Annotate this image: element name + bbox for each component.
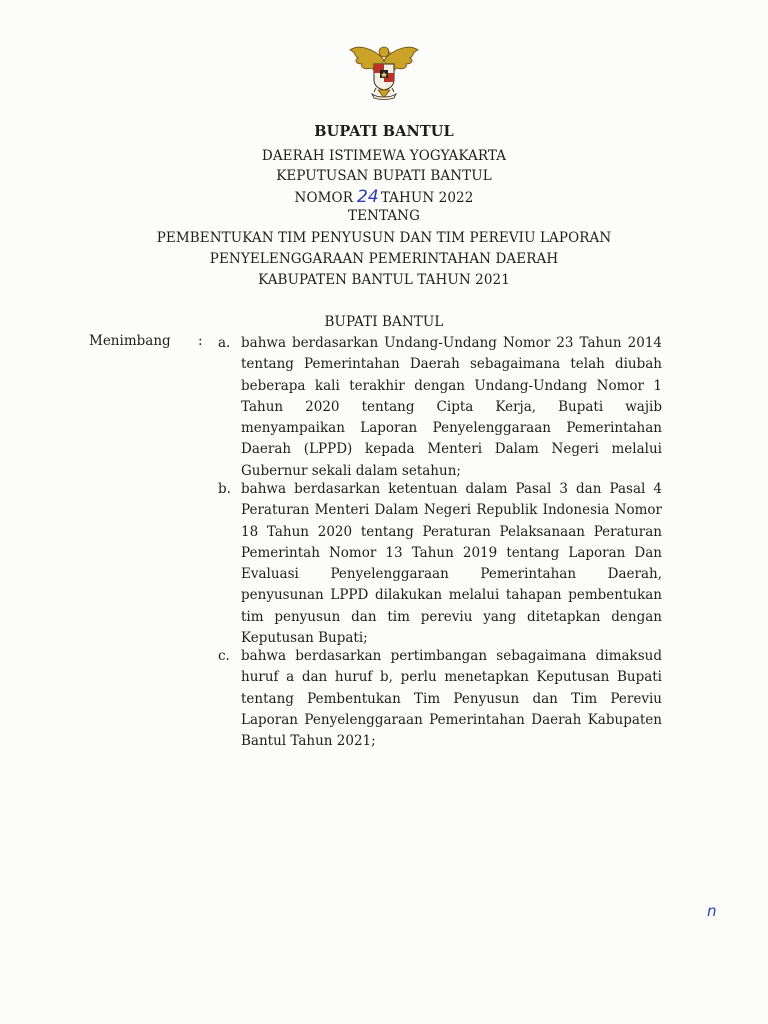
menimbang-colon: : <box>198 333 203 349</box>
decree-number-line <box>0 187 768 207</box>
subject-line-3: KABUPATEN BANTUL TAHUN 2021 <box>258 272 510 288</box>
item-marker: c. <box>218 648 230 664</box>
handwritten-number: 24 <box>356 187 379 207</box>
item-marker: a. <box>218 335 231 351</box>
item-text: bahwa berdasarkan ketentuan dalam Pasal 3 dan Pasal 4 Peraturan Menteri Dalam Negeri Republik Indonesia Nomor 18 Tahun 2020 tentang Peraturan Pelaksanaan Peraturan Pemerintah Nomor 13 Tahun 2019 tentang Laporan Dan Evaluasi Penyelenggaraan Pemerintahan Daerah, penyusunan LPPD dilakukan melalui tahapan pembentukan tim penyusun dan tim pereviu yang ditetapkan dengan Keputusan Bupati; <box>241 481 662 647</box>
subject-line-2: PENYELENGGARAAN PEMERINTAHAN DAERAH <box>209 251 559 267</box>
item-text: bahwa berdasarkan Undang-Undang Nomor 23 Tahun 2014 tentang Pemerintahan Daerah sebagaimana telah diubah beberapa kali terakhir dengan Undang-Undang Nomor 1 Tahun 2020 tentang Cipta Kerja, Bupati wajib menyampaikan Laporan Penyelenggaraan Pemerintahan Daerah (LPPD) kepada Menteri Dalam Negeri melalui Gubernur sekali dalam setahun; <box>241 335 662 479</box>
item-text: bahwa berdasarkan pertimbangan sebagaimana dimaksud huruf a dan huruf b, perlu menetapkan Keputusan Bupati tentang Pembentukan Tim Penyusun dan Tim Pereviu Laporan Penyelenggaraan Pemerintahan Daerah Kabupaten Bantul Tahun 2021; <box>241 648 662 750</box>
consideration-item-a <box>218 333 662 482</box>
issuer-title: BUPATI BANTUL <box>314 123 454 140</box>
consideration-item-b <box>218 479 662 649</box>
number-prefix: NOMOR <box>294 190 353 206</box>
subject-line-1: PEMBENTUKAN TIM PENYUSUN DAN TIM PEREVIU LAPORAN <box>156 230 612 246</box>
about-line: TENTANG <box>348 208 420 224</box>
handwritten-margin-mark: n <box>707 902 717 920</box>
number-suffix: TAHUN 2022 <box>380 190 474 206</box>
item-marker: b. <box>218 481 231 497</box>
region-line: DAERAH ISTIMEWA YOGYAKARTA <box>261 148 507 164</box>
official-heading: BUPATI BANTUL <box>324 314 444 330</box>
garuda-emblem-icon <box>344 42 424 104</box>
menimbang-label: Menimbang <box>89 333 171 349</box>
decree-line: KEPUTUSAN BUPATI BANTUL <box>276 168 492 184</box>
consideration-item-c <box>218 646 662 752</box>
